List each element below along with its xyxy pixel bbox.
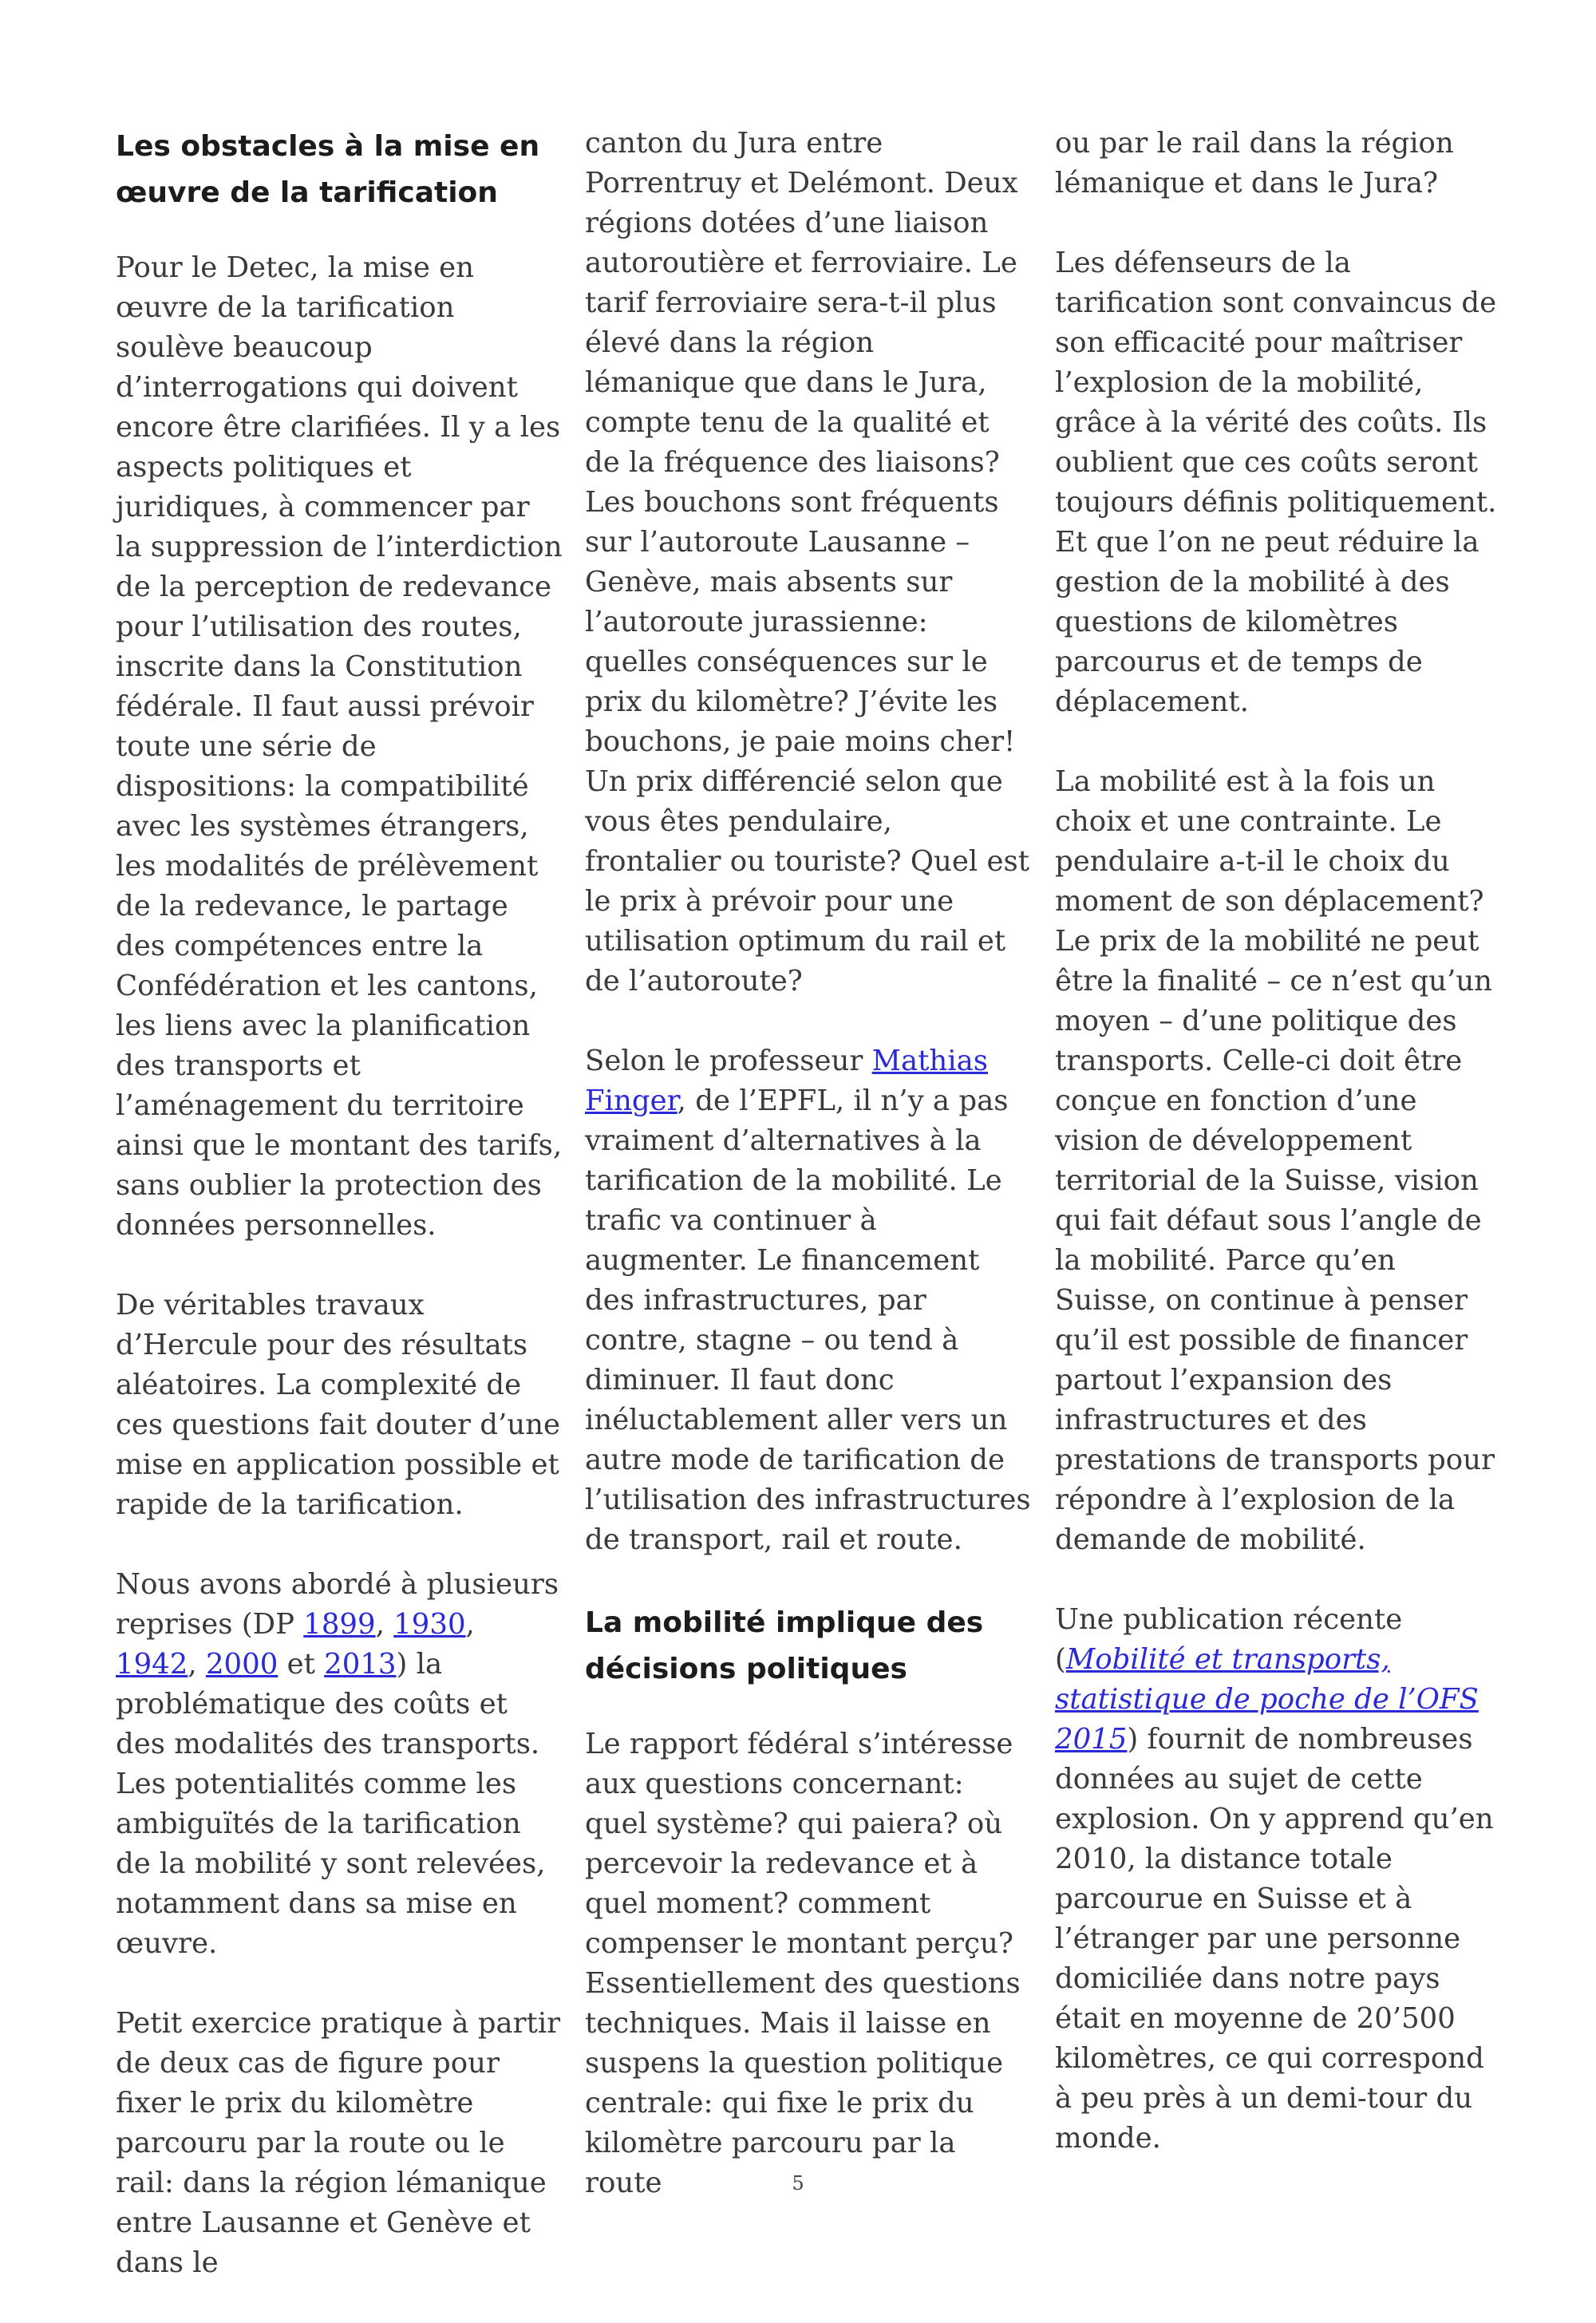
link-dp-1942[interactable]: 1942 [116, 1648, 188, 1681]
text: , de l’EPFL, il n’y a pas vraiment d’alternatives à la tarification de la mobilité. Le trafic va continuer à augmenter. Le financement des infrastructures, par contre, stagne – ou tend à diminuer. Il faut donc inéluctablement aller vers un autre mode de tarification de l’utilisation des infrastructures de transport, rail et route. [585, 1084, 1031, 1556]
paragraph [585, 1041, 1032, 1560]
column-2 [585, 124, 1032, 2243]
text: ) fournit de nombreuses données au sujet de cette explosion. On y apprend qu’en 2010, la distance totale parcourue en Suisse et à l’étranger par une personne domiciliée dans notre pays était en moyenne de 20’500 kilomètres, ce qui correspond à peu près à un demi-tour du monde. [1055, 1723, 1494, 2155]
paragraph: Les défenseurs de la tarification sont convaincus de son efficacité pour maîtriser l’explosion de la mobilité, grâce à la vérité des coûts. Ils oublient que ces coûts seront toujours définis politiquement. Et que l’on ne peut réduire la gestion de la mobilité à des questions de kilomètres parcourus et de temps de déplacement. [1055, 247, 1497, 718]
link-mathias-finger[interactable]: Mathias Finger [585, 1045, 989, 1117]
paragraph: Le rapport fédéral s’intéresse aux questions concernant: quel système? qui paiera? où percevoir la redevance et à quel moment? comment compenser le montant perçu? Essentiellement des questions techniques. Mais il laisse en suspens la question politique centrale: qui fixe le prix du kilomètre parcouru par la route [585, 1728, 1021, 2199]
link-ofs-publication[interactable]: Mobilité et transports, statistique de poche de l’OFS 2015 [1055, 1643, 1479, 1756]
section-heading-obstacles: Les obstacles à la mise en œuvre de la tarification [116, 130, 540, 209]
link-dp-1930[interactable]: 1930 [393, 1608, 466, 1641]
section-heading-mobilite: La mobilité implique des décisions politiques [585, 1606, 984, 1685]
paragraph: La mobilité est à la fois un choix et une contrainte. Le pendulaire a-t-il le choix du moment de son déplacement? Le prix de la mobilité ne peut être la finalité – ce n’est qu’un moyen – d’une politique des transports. Celle-ci doit être conçue en fonction d’une vision de développement territorial de la Suisse, vision qui fait défaut sous l’angle de la mobilité. Parce qu’en Suisse, on continue à penser qu’il est possible de financer partout l’expansion des infrastructures et des prestations de transports pour répondre à l’explosion de la demande de mobilité. [1055, 765, 1495, 1556]
paragraph [1055, 1600, 1502, 2159]
paragraph: ou par le rail dans la région lémanique et dans le Jura? [1055, 127, 1454, 200]
link-dp-2000[interactable]: 2000 [205, 1648, 279, 1681]
paragraph: De véritables travaux d’Hercule pour des résultats aléatoires. La complexité de ces questions fait douter d’une mise en application possible et rapide de la tarification. [116, 1289, 561, 1521]
link-dp-2013[interactable]: 2013 [324, 1648, 397, 1681]
paragraph: Pour le Detec, la mise en œuvre de la tarification soulève beaucoup d’interrogations qui doivent encore être clarifiées. Il y a les aspects politiques et juridiques, à commencer par la suppression de l’interdiction de la perception de redevance pour l’utilisation des routes, inscrite dans la Constitution fédérale. Il faut aussi prévoir toute une série de dispositions: la compatibilité avec les systèmes étrangers, les modalités de prélèvement de la redevance, le partage des compétences entre la Confédération et les cantons, les liens avec la planification des transports et l’aménagement du territoire ainsi que le montant des tarifs, sans oublier la protection des données personnelles. [116, 251, 563, 1242]
text: ) la problématique des coûts et des modalités des transports. Les potentialités comme les ambiguïtés de la tarification de la mobilité y sont relevées, notamment dans sa mise en œuvre. [116, 1648, 546, 1960]
paragraph: canton du Jura entre Porrentruy et Delémont. Deux régions dotées d’une liaison autoroutière et ferroviaire. Le tarif ferroviaire sera-t-il plus élevé dans la région lémanique que dans le Jura, compte tenu de la qualité et de la fréquence des liaisons? Les bouchons sont fréquents sur l’autoroute Lausanne – Genève, mais absents sur l’autoroute jurassienne: quelles conséquences sur le prix du kilomètre? J’évite les bouchons, je paie moins cher! Un prix différencié selon que vous êtes pendulaire, frontalier ou touriste? Quel est le prix à prévoir pour une utilisation optimum du rail et de l’autoroute? [585, 127, 1030, 998]
text: et [286, 1648, 315, 1681]
column-1 [116, 124, 563, 2323]
text: Une publication récente ( [1055, 1603, 1403, 1676]
link-dp-1899[interactable]: 1899 [303, 1608, 376, 1641]
page-number: 5 [792, 2172, 804, 2195]
text: Selon le professeur [585, 1045, 872, 1077]
paragraph: Nous avons abordé à plusieurs reprises (DP 1899, 1930, 1942, 2000 et 2013) la problématique des coûts et des modalités des transports. Les potentialités comme les ambiguïtés de la tarification de la mobilité y sont relevées, notamment dans sa mise en œuvre. [116, 1568, 559, 1960]
text: Nous avons abordé à plusieurs reprises (DP [116, 1568, 559, 1641]
column-3 [1055, 124, 1502, 2199]
paragraph: Petit exercice pratique à partir de deux cas de figure pour fixer le prix du kilomètre parcouru par la route ou le rail: dans la région lémanique entre Lausanne et Genève et dans le [116, 2007, 561, 2279]
